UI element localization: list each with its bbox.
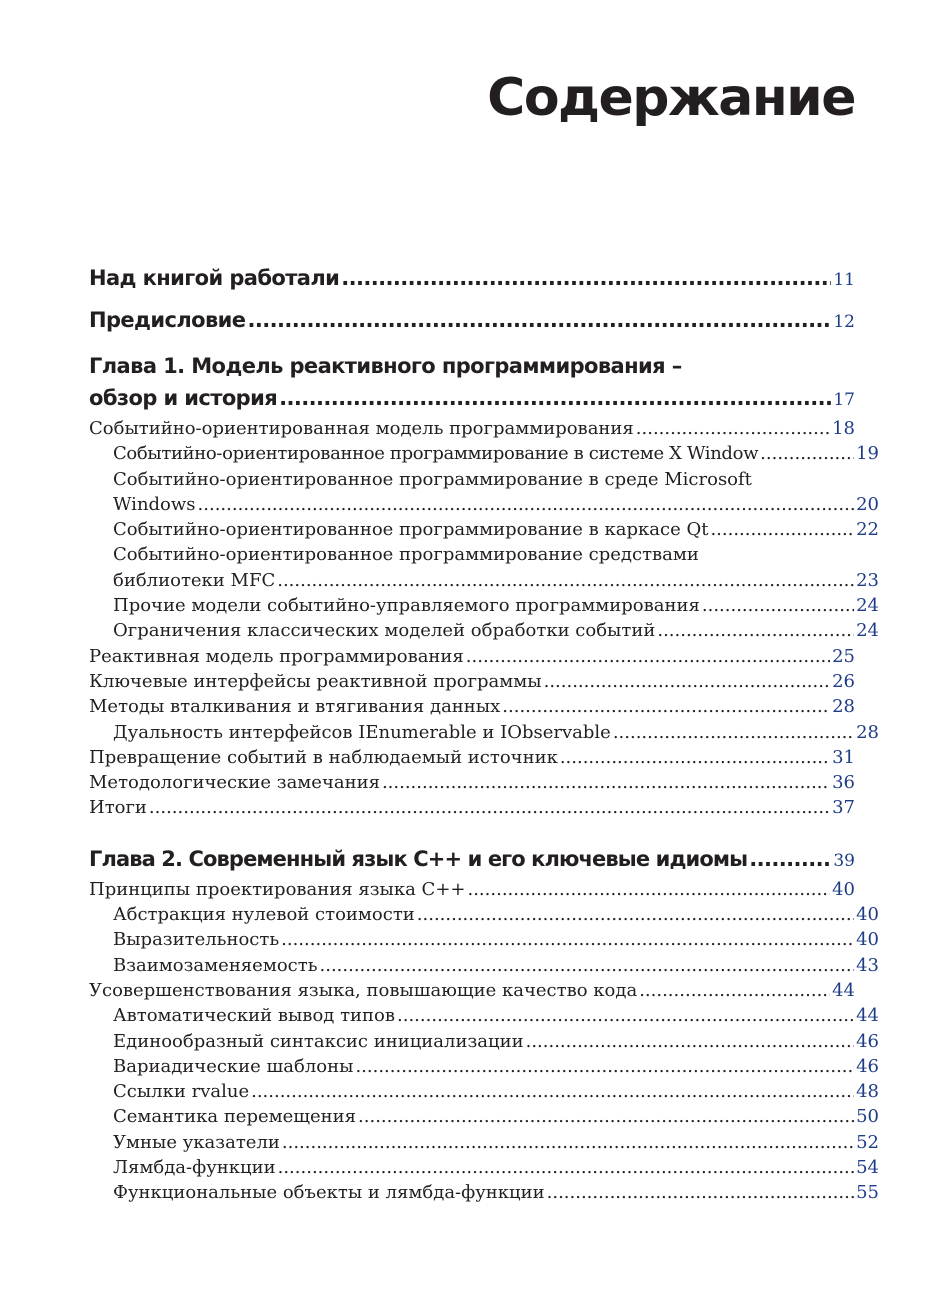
toc-label: Событийно-ориентированное программирование в системе X Window: [113, 443, 759, 465]
toc-page-number: 39: [833, 850, 855, 871]
leader-dots: [657, 618, 854, 643]
leader-dots: [198, 492, 855, 517]
toc-entry[interactable]: [89, 1029, 879, 1054]
leader-dots: [277, 568, 854, 593]
toc-label: библиотеки MFC: [113, 569, 276, 591]
toc-page-number: 54: [856, 1157, 879, 1179]
toc-label: Абстракция нулевой стоимости: [113, 904, 415, 926]
toc-page-number: 19: [856, 443, 879, 465]
toc-page-number: 20: [856, 493, 879, 515]
toc-entry[interactable]: [89, 1104, 879, 1129]
toc-entry[interactable]: [89, 795, 855, 820]
leader-dots: [613, 720, 854, 745]
toc-entry-line1[interactable]: Событийно-ориентированное программирование средствами: [113, 544, 699, 566]
toc-page-number: 22: [856, 519, 879, 541]
toc-page-number: 40: [832, 878, 855, 900]
toc-page-number: 44: [832, 979, 855, 1001]
toc-label: Событийно-ориентированная модель программирования: [89, 418, 634, 439]
leader-dots: [710, 517, 854, 542]
toc-entry[interactable]: [89, 1054, 879, 1079]
toc-page-number: 44: [856, 1005, 879, 1027]
toc-entry[interactable]: [89, 978, 855, 1003]
leader-dots: [279, 382, 831, 414]
leader-dots: [247, 306, 831, 334]
toc-entry[interactable]: [89, 618, 879, 643]
leader-dots: [749, 843, 831, 875]
leader-dots: [547, 1180, 854, 1205]
toc-entry[interactable]: [89, 1130, 879, 1155]
toc-entry[interactable]: [89, 770, 855, 795]
toc-page-number: 48: [856, 1081, 879, 1103]
leader-dots: [282, 1130, 854, 1155]
toc-label: Функциональные объекты и лямбда-функции: [113, 1182, 545, 1204]
toc-entry[interactable]: [89, 745, 855, 770]
toc-page-number: 46: [856, 1030, 879, 1052]
leader-dots: [466, 644, 830, 669]
toc-label: Превращение событий в наблюдаемый источник: [89, 746, 558, 768]
leader-dots: [278, 1155, 854, 1180]
toc-page-number: 55: [856, 1182, 879, 1204]
leader-dots: [358, 1104, 854, 1129]
toc-entry[interactable]: [89, 517, 879, 542]
leader-dots: [560, 745, 830, 770]
chapter-1-title-cont[interactable]: [89, 382, 855, 416]
toc-label: Выразительность: [113, 929, 280, 951]
leader-dots: [251, 1079, 854, 1104]
toc-entry[interactable]: [89, 927, 879, 952]
leader-dots: [382, 770, 830, 795]
leader-dots: [702, 593, 854, 618]
toc-label: Автоматический вывод типов: [113, 1005, 396, 1027]
leader-dots: [526, 1029, 855, 1054]
toc-entry-line1[interactable]: Событийно-ориентированное программирование в среде Microsoft: [113, 468, 752, 490]
toc-label: Реактивная модель программирования: [89, 645, 464, 667]
toc-label: Единообразный синтаксис инициализации: [113, 1030, 524, 1052]
toc-page-number: 40: [856, 904, 879, 926]
toc-label: Событийно-ориентированное программирование в каркасе Qt: [113, 519, 709, 541]
toc-label: Вариадические шаблоны: [113, 1055, 354, 1077]
leader-dots: [467, 877, 830, 902]
toc-label: Лямбда-функции: [113, 1157, 276, 1179]
toc-entry[interactable]: [89, 694, 855, 719]
toc-label: обзор и история: [89, 386, 278, 410]
toc-entry-credits[interactable]: [89, 264, 855, 294]
toc-entry[interactable]: [89, 1155, 879, 1180]
leader-dots: [397, 1003, 854, 1028]
chapter-2-title[interactable]: [89, 843, 855, 877]
leader-dots: [355, 1054, 854, 1079]
toc-page-number: 36: [832, 772, 855, 794]
toc-entry[interactable]: [89, 1180, 879, 1205]
toc-entry[interactable]: [89, 568, 879, 593]
chapter-2: [89, 843, 879, 1206]
toc-entry[interactable]: [89, 669, 855, 694]
toc-label: Прочие модели событийно-управляемого программирования: [113, 595, 700, 617]
leader-dots: [636, 416, 830, 441]
toc-label: Методы вталкивания и втягивания данных: [89, 696, 501, 718]
toc-page-number: 26: [832, 670, 855, 692]
toc-entry[interactable]: [89, 593, 879, 618]
toc-page-number: 50: [856, 1106, 879, 1128]
toc-entry[interactable]: [89, 1079, 879, 1104]
toc-label: Семантика перемещения: [113, 1106, 357, 1128]
chapter-1: [89, 350, 879, 821]
toc-label: Дуальность интерфейсов IEnumerable и IObservable: [113, 721, 611, 743]
toc-page-number: 31: [832, 746, 855, 768]
toc-entry[interactable]: [89, 441, 879, 466]
toc-page-number: 17: [833, 390, 855, 410]
leader-dots: [341, 264, 831, 292]
leader-dots: [281, 927, 854, 952]
toc-label: Методологические замечания: [89, 772, 380, 794]
leader-dots: [639, 978, 830, 1003]
toc-label: Над книгой работали: [89, 266, 340, 290]
toc-page-number: 11: [833, 270, 855, 290]
toc-label: Глава 2. Современный язык C++ и его ключевые идиомы: [89, 846, 748, 871]
toc-page-number: 25: [832, 645, 855, 667]
toc-page-number: 28: [832, 696, 855, 718]
leader-dots: [149, 795, 830, 820]
toc-page-number: 43: [856, 954, 879, 976]
toc-page-number: 28: [856, 721, 879, 743]
toc-label: Усовершенствования языка, повышающие качество кода: [89, 979, 638, 1001]
toc-entry[interactable]: [89, 492, 879, 517]
leader-dots: [417, 902, 854, 927]
toc-page-number: 46: [856, 1055, 879, 1077]
toc-label: Ссылки rvalue: [113, 1081, 250, 1103]
toc-label: Ключевые интерфейсы реактивной программы: [89, 670, 542, 692]
leader-dots: [544, 669, 831, 694]
toc-page-number: 23: [856, 569, 879, 591]
toc-page-number: 37: [832, 797, 855, 819]
page-title: Содержание: [487, 68, 855, 128]
chapter-1-title[interactable]: Глава 1. Модель реактивного программирования –: [89, 354, 682, 378]
leader-dots: [502, 694, 830, 719]
toc-entry[interactable]: [89, 953, 879, 978]
toc-page-number: 24: [856, 620, 879, 642]
toc-entry[interactable]: [89, 416, 855, 441]
toc-label: Ограничения классических моделей обработки событий: [113, 620, 656, 642]
toc-label: Итоги: [89, 797, 147, 819]
toc-entry[interactable]: [89, 877, 855, 902]
toc-label: Предисловие: [89, 308, 246, 332]
toc-entry-preface[interactable]: [89, 306, 855, 336]
toc-entry[interactable]: [89, 720, 879, 745]
toc-entry[interactable]: [89, 902, 879, 927]
toc-label: Принципы проектирования языка C++: [89, 878, 466, 900]
toc-page-number: 24: [856, 595, 879, 617]
leader-dots: [760, 441, 854, 466]
toc-label: Умные указатели: [113, 1131, 280, 1153]
toc-page-number: 18: [832, 418, 855, 439]
toc-page-number: 52: [856, 1131, 879, 1153]
toc-label: Windows: [113, 493, 196, 515]
toc-entry[interactable]: [89, 1003, 879, 1028]
toc-page-number: 40: [856, 929, 879, 951]
toc-page-number: 12: [833, 312, 855, 332]
toc-entry[interactable]: [89, 644, 855, 669]
leader-dots: [320, 953, 855, 978]
toc-label: Взаимозаменяемость: [113, 954, 318, 976]
table-of-contents: [89, 264, 879, 1206]
